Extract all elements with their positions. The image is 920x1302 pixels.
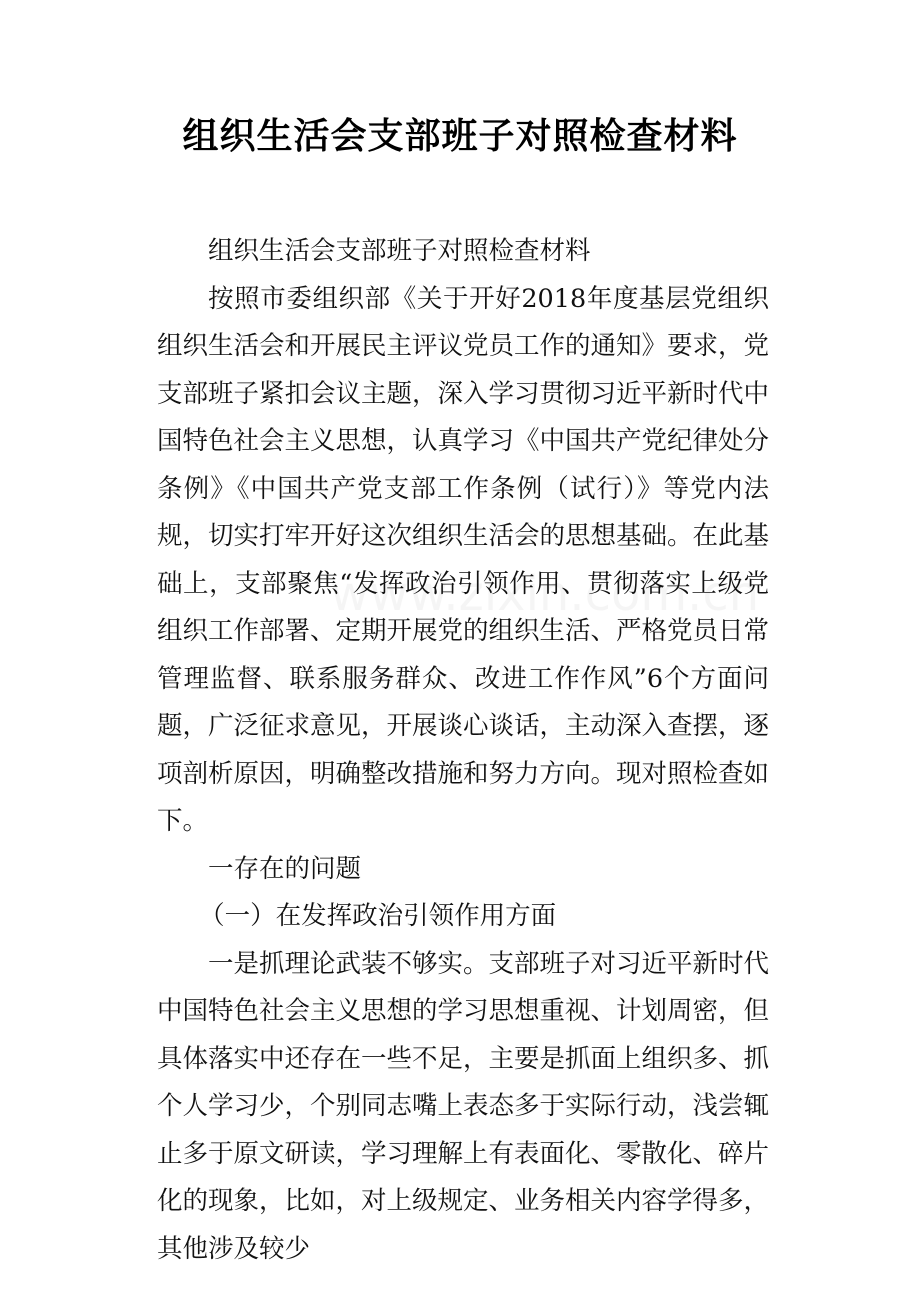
paragraph-body: 一是抓理论武装不够实。支部班子对习近平新时代中国特色社会主义思想的学习思想重视、计划周密，但具体落实中还存在一些不足，主要是抓面上组织多、抓个人学习少，个别同志嘴上表态多于实际行动，浅尝辄止多于原文研读，学习理解上有表面化、零散化、碎片化的现象，比如，对上级规定、业务相关内容学得多，其他涉及较少	[157, 948, 770, 1264]
subsection-heading: （一）在发挥政治引领作用方面	[199, 901, 557, 931]
paragraph-subtitle: 组织生活会支部班子对照检查材料	[208, 236, 591, 266]
document-body	[157, 228, 769, 1273]
paragraph-intro: 按照市委组织部《关于开好2018年度基层党组织组织生活会和开展民主评议党员工作的通知》要求，党支部班子紧扣会议主题，深入学习贯彻习近平新时代中国特色社会主义思想，认真学习《中国共产党纪律处分条例》《中国共产党支部工作条例（试行）》等党内法规，切实打牢开好这次组织生活会的思想基础。在此基础上，支部聚焦“发挥政治引领作用、贯彻落实上级党组织工作部署、定期开展党的组织生活、严格党员日常管理监督、联系服务群众、改进工作作风”6个方面问题，广泛征求意见，开展谈心谈话，主动深入查摆，逐项剖析原因，明确整改措施和努力方向。现对照检查如下。	[157, 283, 770, 836]
document-title: 组织生活会支部班子对照检查材料	[182, 116, 738, 157]
section-heading: 一存在的问题	[208, 853, 362, 884]
